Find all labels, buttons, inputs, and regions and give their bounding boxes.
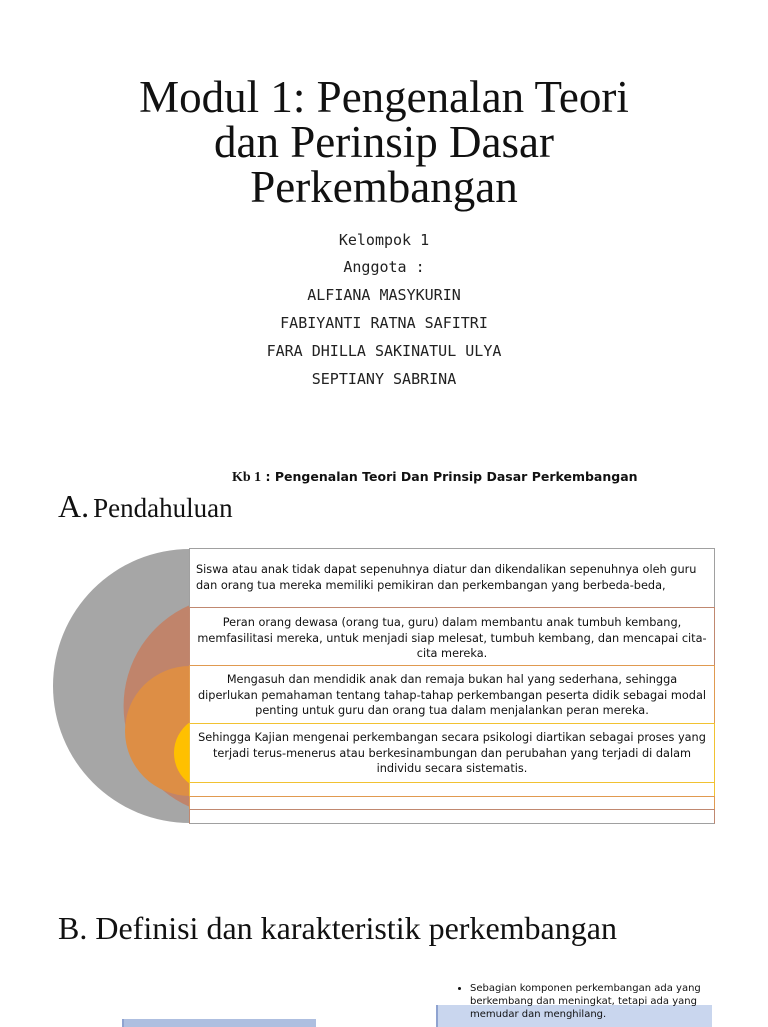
intro-item-2: Peran orang dewasa (orang tua, guru) dalam membantu anak tumbuh kembang, memfasilitasi mereka, untuk menjadi siap melesat, tumbuh kembang, dan mencapai cita-cita mereka. xyxy=(189,607,715,666)
kb-prefix: Kb 1 xyxy=(232,470,262,485)
intro-item-3: Mengasuh dan mendidik anak dan remaja bukan hal yang sederhana, sehingga diperlukan pemahaman tentang tahap-tahap perkembangan peserta didik sebagai modal penting untuk guru dan orang tua dalam menjalankan peran mereka. xyxy=(189,665,715,724)
members-label: Anggota : xyxy=(343,258,425,276)
member-name: FABIYANTI RATNA SAFITRI xyxy=(280,314,488,332)
member-name: SEPTIANY SABRINA xyxy=(311,370,457,388)
empty-strip xyxy=(189,796,715,810)
title-line-1: Modul 1: Pengenalan Teori xyxy=(139,72,629,122)
member-name: FARA DHILLA SAKINATUL ULYA xyxy=(266,342,502,360)
member-name: ALFIANA MASYKURIN xyxy=(307,286,461,304)
title-line-3: Perkembangan xyxy=(250,162,518,212)
empty-strip xyxy=(189,809,715,824)
section-b-heading: B. Definisi dan karakteristik perkembangan xyxy=(58,910,617,946)
kb-title: : Pengenalan Teori Dan Prinsip Dasar Perkembangan xyxy=(261,469,638,484)
group-label: Kelompok 1 xyxy=(338,231,430,249)
title-line-2: dan Perinsip Dasar xyxy=(214,117,554,167)
bullet-list xyxy=(440,982,708,1021)
diagram-bar xyxy=(122,1019,316,1027)
section-a-letter: A. xyxy=(58,488,90,524)
section-a-title: Pendahuluan xyxy=(93,493,233,523)
empty-strip xyxy=(189,782,715,797)
intro-item-1: Siswa atau anak tidak dapat sepenuhnya diatur dan dikendalikan sepenuhnya oleh guru dan orang tua mereka memiliki pemikiran dan perkembangan yang berbeda-beda, xyxy=(189,548,715,608)
bullet-item: • Sebagian komponen perkembangan ada yang berkembang dan meningkat, tetapi ada yang memudar dan menghilang. xyxy=(470,982,708,1021)
intro-item-4: Sehingga Kajian mengenai perkembangan secara psikologi diartikan sebagai proses yang terjadi terus-menerus atau berkesinambungan dan perubahan yang terjadi di dalam individu secara sistematis. xyxy=(189,723,715,783)
